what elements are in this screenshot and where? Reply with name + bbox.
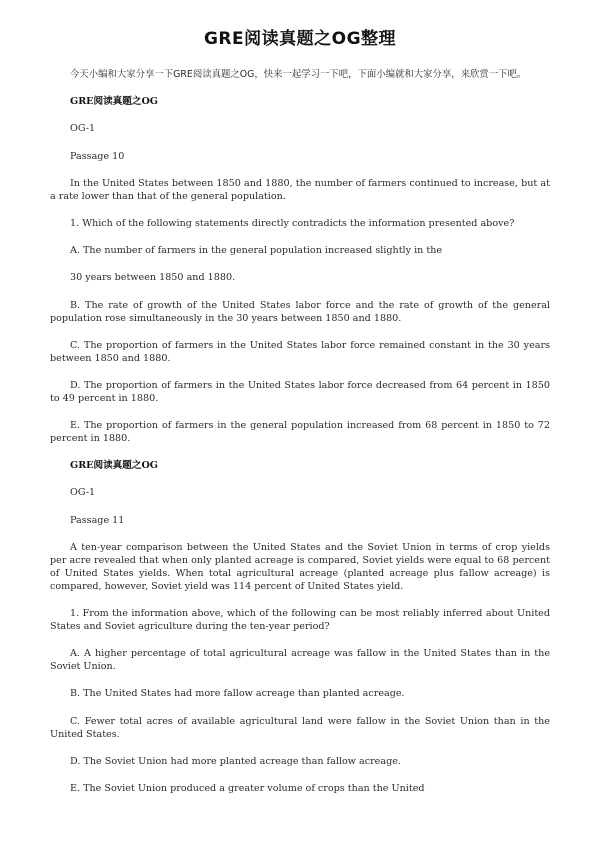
answer-option-b: B. The United States had more fallow acreage than planted acreage. (70, 688, 405, 700)
og-label: OG-1 (70, 487, 96, 499)
question-text: 1. Which of the following statements directly contradicts the information presented above? (70, 217, 515, 229)
answer-option-b: B. The rate of growth of the United States labor force and the rate of growth of the general population rose simultaneously in the 30 years between 1850 and 1880. (50, 299, 550, 324)
answer-option-d: D. The proportion of farmers in the United States labor force decreased from 64 percent in 1850 to 49 percent in 1880. (50, 379, 550, 404)
answer-option-c: C. Fewer total acres of available agricultural land were fallow in the Soviet Union than in the United States. (50, 715, 550, 740)
answer-option-d: D. The Soviet Union had more planted acreage than fallow acreage. (70, 755, 401, 767)
page-title: GRE阅读真题之OG整理 (203, 29, 397, 49)
section-heading: GRE阅读真题之OG (70, 460, 158, 472)
answer-option-c: C. The proportion of farmers in the United States labor force remained constant in the 30 years between 1850 and 1880. (50, 339, 550, 364)
passage-text: In the United States between 1850 and 1880, the number of farmers continued to increase, but at a rate lower than that of the general population. (50, 177, 550, 202)
section-heading: GRE阅读真题之OG (70, 96, 158, 108)
answer-option-e: E. The Soviet Union produced a greater volume of crops than the United (70, 782, 425, 794)
answer-option-a-continued: 30 years between 1850 and 1880. (70, 272, 236, 284)
answer-option-e: E. The proportion of farmers in the general population increased from 68 percent in 1850 to 72 percent in 1880. (50, 420, 550, 445)
passage-label: Passage 10 (70, 150, 125, 162)
og-label: OG-1 (70, 123, 96, 135)
answer-option-a: A. A higher percentage of total agricultural acreage was fallow in the United States than in the Soviet Union. (50, 648, 550, 673)
passage-label: Passage 11 (70, 514, 125, 526)
intro-paragraph: 今天小编和大家分享一下GRE阅读真题之OG，快来一起学习一下吧，下面小编就和大家分享，来欣赏一下吧。 (70, 69, 527, 80)
question-text: 1. From the information above, which of the following can be most reliably inferred about United States and Soviet agriculture during the ten-year period? (50, 608, 550, 632)
passage-text: A ten-year comparison between the United States and the Soviet Union in terms of crop yields per acre revealed that when only planted acreage is compared, Soviet yields were equal to 68 percent of United States yields. When total agricultural acreage (planted acreage plus fallow acreage) is compared, however, Soviet yield was 114 percent of United States yield. (50, 541, 550, 592)
answer-option-a: A. The number of farmers in the general population increased slightly in the (70, 245, 443, 257)
